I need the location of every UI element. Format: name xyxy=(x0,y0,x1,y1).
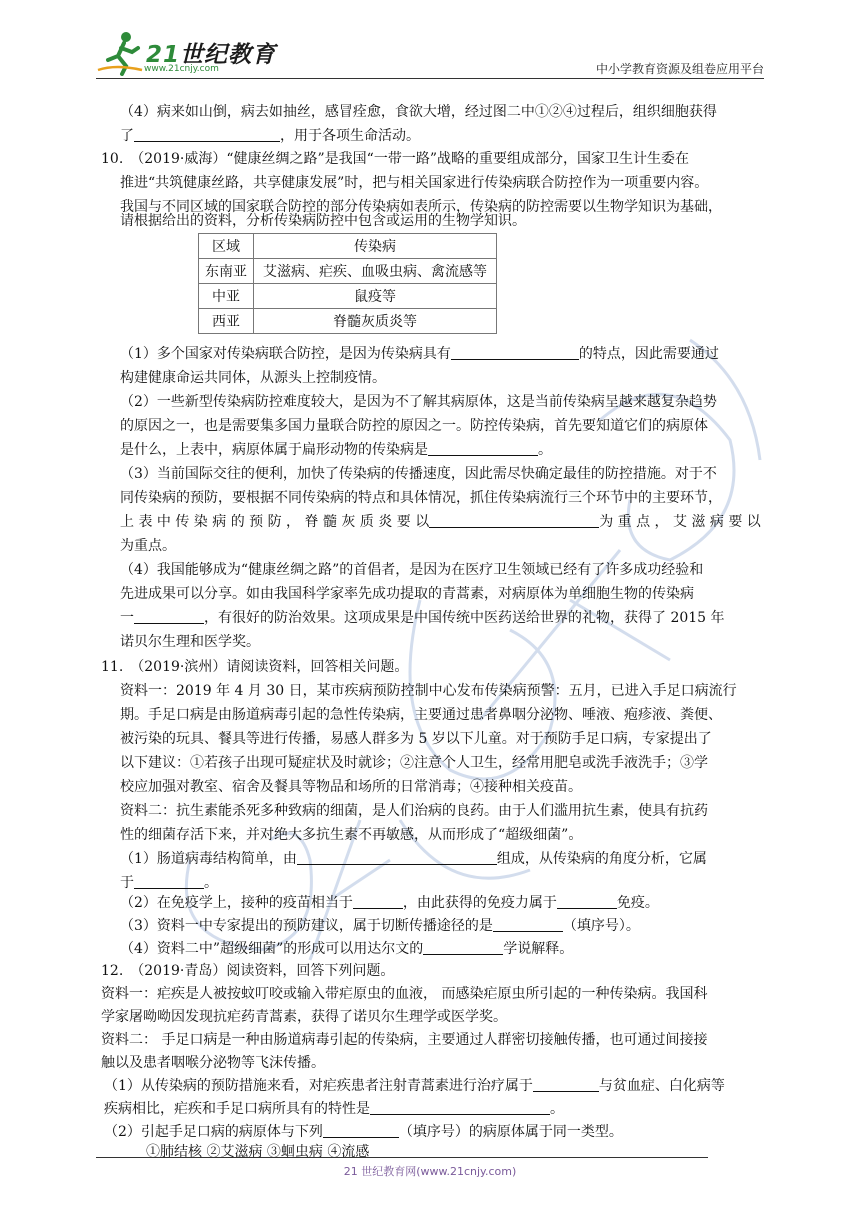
logo-url: www.21cnjy.com xyxy=(144,64,219,74)
q11-part1-line1 xyxy=(120,847,707,871)
table-row xyxy=(199,259,497,284)
q12-options: ①肺结核 ②艾滋病 ③蛔虫病 ④流感 xyxy=(146,1144,370,1160)
q11-material1-line2: 期。手足口病是由肠道病毒引起的急性传染病，主要通过患者鼻咽分泌物、唾液、疱疹液、粪便、 xyxy=(120,707,722,723)
q11-part3 xyxy=(120,914,640,938)
answer-blank xyxy=(533,1075,599,1092)
q11-text: （3）资料一中专家提出的预防建议，属于切断传播途径的是 xyxy=(120,918,493,934)
q11-text: 免疫。 xyxy=(616,895,659,911)
q10-text: 为 重 点 ， 艾 滋 病 要 以 xyxy=(599,514,761,530)
q10-part4-line2: 先进成果可以分享。如由我国科学家率先成功提取的青蒿素，对病原体为单细胞生物的传染病 xyxy=(120,586,694,602)
q11-material1-line5: 校应加强对教室、宿舍及餐具等物品和场所的日常消毒；④接种相关疫苗。 xyxy=(120,779,582,795)
page-header xyxy=(96,30,764,82)
q11-text: （1）肠道病毒结构简单，由 xyxy=(120,851,297,867)
q11-stem: 11. （2019·滨州）请阅读资料，回答相关问题。 xyxy=(101,659,409,675)
q10-stem-3: 我国与不同区域的国家联合防控的部分传染病如表所示，传染病的防控需要以生物学知识为基础， xyxy=(120,199,722,215)
q11-text: 。 xyxy=(204,875,218,891)
q9-text-a: 了 xyxy=(120,128,134,144)
q10-part2-line2: 的原因之一，也是需要集多国力量联合防控的原因之一。防控传染病，首先要知道它们的病原体 xyxy=(120,418,708,434)
answer-blank xyxy=(423,938,503,955)
answer-blank xyxy=(134,125,280,142)
table-row xyxy=(199,284,497,309)
q10-part4-line4: 诺贝尔生理和医学奖。 xyxy=(120,634,260,650)
table-cell: 中亚 xyxy=(199,284,254,309)
q10-part3-line1: （3）当前国际交往的便利，加快了传染病的传播速度，因此需尽快确定最佳的防控措施。对于不 xyxy=(120,466,717,482)
q12-stem: 12. （2019·青岛）阅读资料，回答下列问题。 xyxy=(101,963,395,979)
q12-text: （1）从传染病的预防措施来看，对疟疾患者注射青蒿素进行治疗属于 xyxy=(104,1078,533,1094)
q10-text: （1）多个国家对传染病联合防控，是因为传染病具有 xyxy=(120,346,451,362)
table-cell: 脊髓灰质炎等 xyxy=(254,309,497,334)
q10-text: 一 xyxy=(120,610,134,626)
q11-text: 学说解释。 xyxy=(503,941,574,957)
q11-material1-line3: 被污染的玩具、餐具等进行传播，易感人群多为 5 岁以下儿童。对于预防手足口病，专家提出了 xyxy=(120,731,712,747)
q12-text: 。 xyxy=(550,1101,564,1117)
page-footer: 21 世纪教育网(www.21cnjy.com) xyxy=(343,1165,517,1178)
table-cell: 鼠疫等 xyxy=(254,284,497,309)
q12-text: 与贫血症、白化病等 xyxy=(598,1078,725,1094)
q10-text: 上 表 中 传 染 病 的 预 防 ， 脊 髓 灰 质 炎 要 以 xyxy=(120,514,430,530)
q9-line1: （4）病来如山倒，病去如抽丝，感冒痊愈，食欲大增，经过图二中①②④过程后，组织细胞获得 xyxy=(120,104,717,120)
q10-part4-line1: （4）我国能够成为“健康丝绸之路”的首倡者，是因为在医疗卫生领域已经有了许多成功经验和 xyxy=(120,562,704,578)
q10-stem-4: 请根据给出的资料，分析传染病防控中包含或运用的生物学知识。 xyxy=(120,213,526,229)
q11-part4 xyxy=(120,937,573,961)
q12-part1-line2 xyxy=(104,1097,564,1121)
platform-tagline: 中小学教育资源及组卷应用平台 xyxy=(595,62,764,76)
q10-part4-line3 xyxy=(120,606,725,630)
header-divider xyxy=(96,78,764,79)
q12-text: 疾病相比，疟疾和手足口病所具有的特性是 xyxy=(104,1101,370,1117)
q12-material1-line1: 资料一：疟疾是人被按蚊叮咬或输入带疟原虫的血液， 而感染疟原虫所引起的一种传染病。我国科 xyxy=(101,986,708,1002)
q11-material2-line2: 性的细菌存活下来，并对绝大多抗生素不再敏感，从而形成了“超级细菌”。 xyxy=(120,827,583,843)
q11-text: ，由此获得的免疫力属于 xyxy=(402,895,557,911)
q10-part3-line4: 为重点。 xyxy=(120,538,176,554)
q10-stem-2: 推进“共筑健康丝路，共享健康发展”时，把与相关国家进行传染病联合防控作为一项重要内容。 xyxy=(120,175,709,191)
table-cell: 西亚 xyxy=(199,309,254,334)
q11-text: 于 xyxy=(120,875,134,891)
table-row xyxy=(199,309,497,334)
q10-text: 是什么，上表中，病原体属于扁形动物的传染病是 xyxy=(120,442,428,458)
table-header-row xyxy=(199,234,497,259)
answer-blank xyxy=(428,439,538,456)
answer-blank xyxy=(493,915,563,932)
q9-text-b: ，用于各项生命活动。 xyxy=(280,128,420,144)
answer-blank xyxy=(429,511,599,528)
q12-material2-line2: 触以及患者咽喉分泌物等飞沫传播。 xyxy=(101,1055,325,1071)
q10-part1-line2: 构建健康命运共同体，从源头上控制疫情。 xyxy=(120,370,386,386)
q10-part2-line3 xyxy=(120,438,552,462)
q11-material1-line4: 以下建议：①若孩子出现可疑症状及时就诊；②注意个人卫生，经常用肥皂或洗手液洗手；③学 xyxy=(120,755,708,771)
answer-blank xyxy=(134,872,204,889)
q10-part3-line2: 同传染病的预防，要根据不同传染病的特点和具体情况，抓住传染病流行三个环节中的主要环节， xyxy=(120,490,722,506)
answer-blank xyxy=(134,607,204,624)
logo-number: 21 xyxy=(146,42,181,68)
q11-text: （填序号）。 xyxy=(562,918,640,934)
q12-part1-line1 xyxy=(104,1074,725,1098)
answer-blank xyxy=(353,892,403,909)
q12-material2-line1: 资料二： 手足口病是一种由肠道病毒引起的传染病，主要通过人群密切接触传播，也可通过间接接 xyxy=(101,1032,708,1048)
q11-text: （4）资料二中”超级细菌”的形成可以用达尔文的 xyxy=(120,941,424,957)
answer-blank xyxy=(370,1098,550,1115)
q12-text: （填序号）的病原体属于同一类型。 xyxy=(398,1124,623,1140)
answer-blank xyxy=(323,1121,399,1138)
answer-blank xyxy=(451,343,579,360)
q10-part1-line1 xyxy=(120,342,719,366)
answer-blank xyxy=(557,892,617,909)
q12-text: （2）引起手足口病的病原体与下列 xyxy=(104,1124,323,1140)
q11-text: 组成，从传染病的角度分析，它属 xyxy=(496,851,707,867)
table-cell: 艾滋病、疟疾、血吸虫病、禽流感等 xyxy=(254,259,497,284)
table-cell: 东南亚 xyxy=(199,259,254,284)
q11-material2-line1: 资料二：抗生素能杀死多种致病的细菌，是人们治病的良药。由于人们滥用抗生素，使具有抗药 xyxy=(120,803,708,819)
q11-text: （2）在免疫学上，接种的疫苗相当于 xyxy=(120,895,353,911)
q10-text: 的特点，因此需要通过 xyxy=(578,346,719,362)
q10-text: 。 xyxy=(538,442,552,458)
q10-part3-line3 xyxy=(120,510,761,534)
q11-part2 xyxy=(120,891,659,915)
q12-material1-line2: 学家屠呦呦因发现抗疟药青蒿素，获得了诺贝尔生理学或医学奖。 xyxy=(101,1009,507,1025)
answer-blank xyxy=(297,848,497,865)
q11-material1-line1: 资料一：2019 年 4 月 30 日，某市疾病预防控制中心发布传染病预警：五月，已进入手足口病流行 xyxy=(120,683,737,699)
q9-line2 xyxy=(120,124,420,148)
q10-part2-line1: （2）一些新型传染病防控难度较大，是因为不了解其病原体，这是当前传染病呈越来越复杂趋势 xyxy=(120,394,717,410)
logo-text: 世纪教育 xyxy=(180,42,277,68)
q10-text: ，有很好的防治效果。这项成果是中国传统中医药送给世界的礼物，获得了 2015 年 xyxy=(204,610,725,626)
q10-stem-1: 10. （2019·威海）“健康丝绸之路”是我国“一带一路”战略的重要组成部分，国家卫生计生委在 xyxy=(101,151,689,167)
footer-divider xyxy=(96,1157,708,1158)
table-header-cell: 区域 xyxy=(199,234,254,259)
disease-region-table xyxy=(198,233,497,334)
table-header-cell: 传染病 xyxy=(254,234,497,259)
